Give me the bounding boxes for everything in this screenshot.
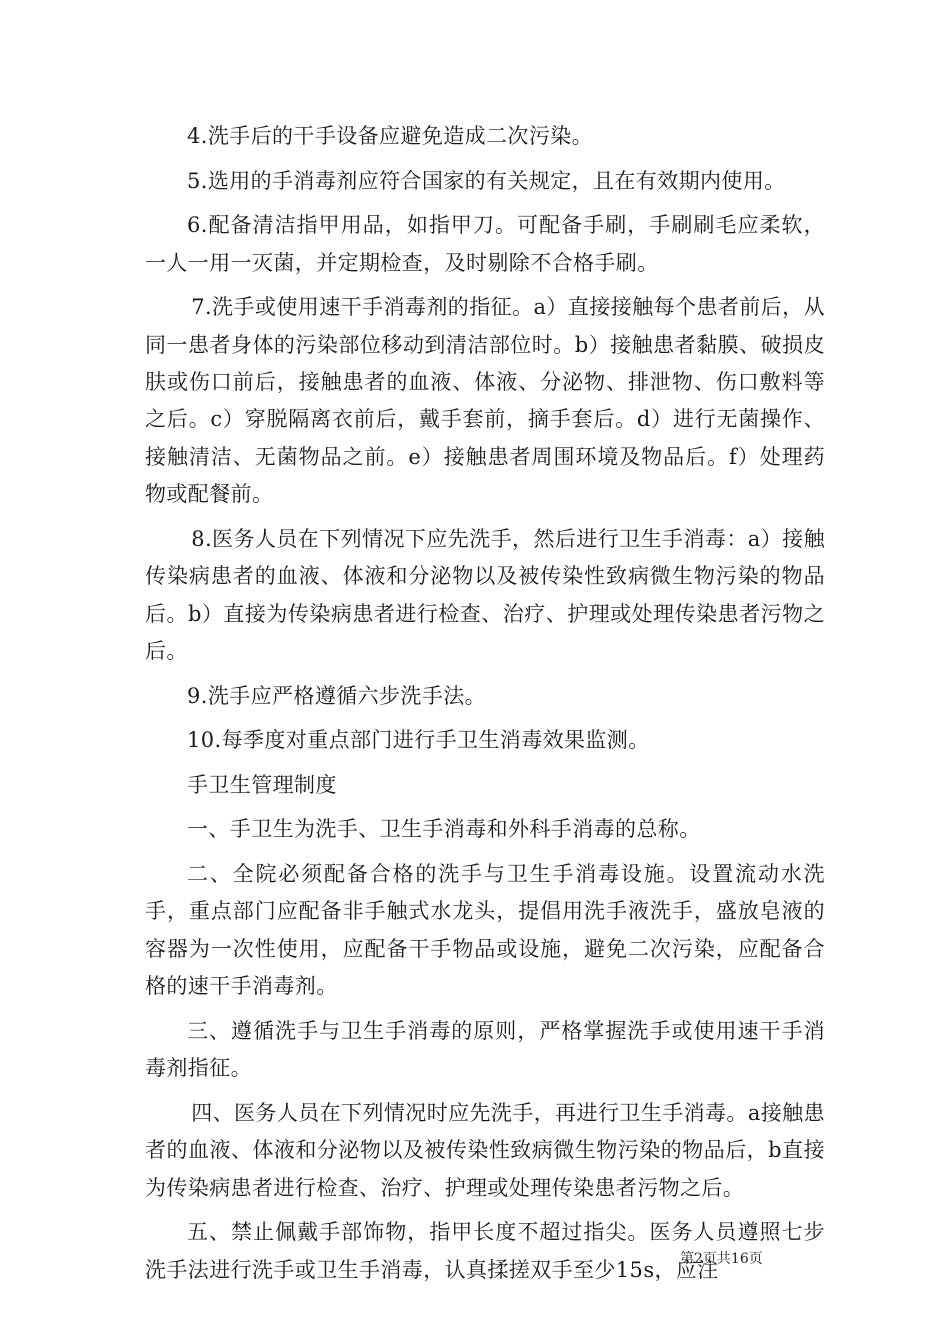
rule-item-3: 三、遵循洗手与卫生手消毒的原则，严格掌握洗手或使用速干手消毒剂指征。 [145, 1018, 825, 1081]
rule-item-2: 二、全院必须配备合格的洗手与卫生手消毒设施。设置流动水洗手，重点部门应配备非手触式水龙头，提倡用洗手液洗手，盛放皂液的容器为一次性使用，应配备干手物品或设施，避免二次污染，应配备合格的速干手消毒剂。 [145, 862, 825, 999]
rule-item-5: 五、禁止佩戴手部饰物，指甲长度不超过指尖。医务人员遵照七步洗手法进行洗手或卫生手消毒，认真揉搓双手至少15s，应注 [145, 1220, 825, 1282]
section-title: 手卫生管理制度 [187, 772, 337, 797]
document-body [145, 118, 825, 1296]
page-number: 第2页共16页 [680, 1251, 763, 1267]
paragraph-item-10: 10.每季度对重点部门进行手卫生消毒效果监测。 [187, 728, 650, 753]
paragraph-item-8: 8.医务人员在下列情况下应先洗手，然后进行卫生手消毒：a）接触传染病患者的血液、体液和分泌物以及被传染性致病微生物污染的物品后。b）直接为传染病患者进行检查、治疗、护理或处理传染患者污物之后。 [145, 526, 825, 664]
paragraph-item-4: 4.洗手后的干手设备应避免造成二次污染。 [187, 124, 594, 148]
paragraph-item-9: 9.洗手应严格遵循六步洗手法。 [187, 683, 487, 708]
rule-item-1: 一、手卫生为洗手、卫生手消毒和外科手消毒的总称。 [187, 817, 701, 842]
paragraph-item-6: 6.配备清洁指甲用品，如指甲刀。可配备手刷，手刷刷毛应柔软，一人一用一灭菌，并定期检查，及时剔除不合格手刷。 [145, 213, 825, 275]
paragraph-item-7: 7.洗手或使用速干手消毒剂的指征。a）直接接触每个患者前后，从同一患者身体的污染部位移动到清洁部位时。b）接触患者黏膜、破损皮肤或伤口前后，接触患者的血液、体液、分泌物、排泄物、伤口敷料等之后。c）穿脱隔离衣前后，戴手套前，摘手套后。d）进行无菌操作、接触清洁、无菌物品之前。e）接触患者周围环境及物品后。f）处理药物或配餐前。 [145, 295, 825, 507]
rule-item-4: 四、医务人员在下列情况时应先洗手，再进行卫生手消毒。a接触患者的血液、体液和分泌物以及被传染性致病微生物污染的物品后，b直接为传染病患者进行检查、治疗、护理或处理传染患者污物之后。 [145, 1100, 825, 1200]
paragraph-item-5: 5.选用的手消毒剂应符合国家的有关规定，且在有效期内使用。 [187, 168, 786, 193]
